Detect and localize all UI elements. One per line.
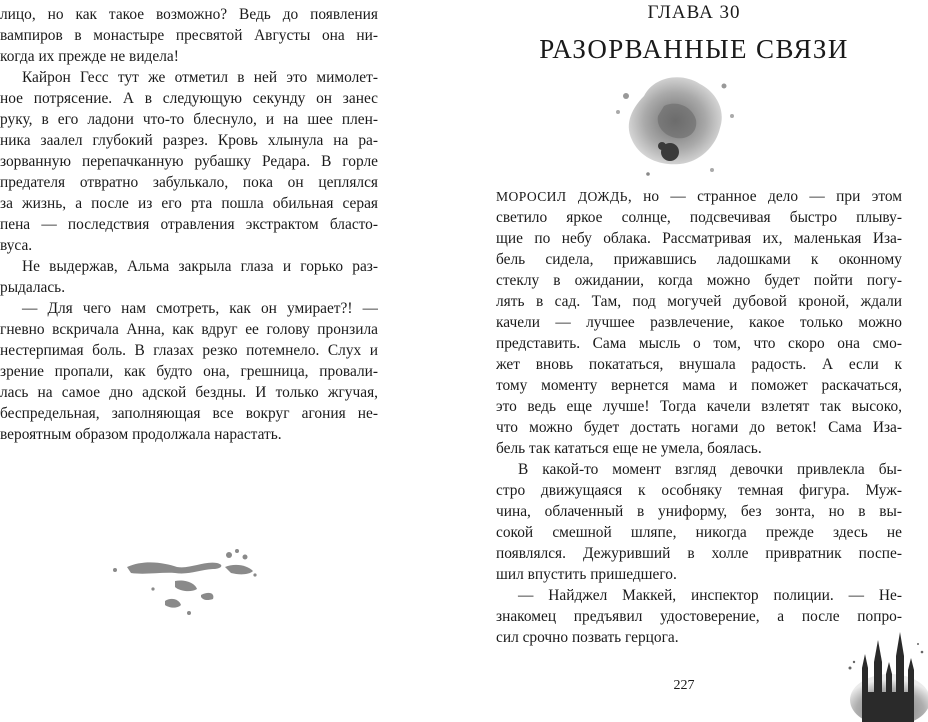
- text-line: бель так кататься еще не умела, боялась.: [496, 440, 762, 457]
- text-line: беспредельная, заполняющая все вокруг агония не-: [0, 405, 378, 422]
- text-line: когда их прежде не видела!: [0, 48, 179, 65]
- text-line: появлялся. Дежуривший в холле привратник поспе-: [496, 545, 902, 562]
- text-line: [496, 186, 902, 207]
- text-line: руку, в его ладони что-то блеснуло, и на шее плен-: [0, 111, 378, 128]
- text-line: Не выдержав, Альма закрыла глаза и горько раз-: [22, 258, 378, 275]
- text-line: шил впустить пришедшего.: [496, 566, 677, 583]
- text-line: светило яркое солнце, подсвечивая быстро плыву-: [496, 209, 902, 226]
- text-line: — Для чего нам смотреть, как он умирает?! —: [22, 300, 378, 317]
- right-page: [464, 0, 928, 722]
- text-line: предателя отвратно забулькало, пока он цеплялся: [0, 174, 378, 191]
- text-line: качели — лучшее развлечение, какое только можно: [496, 314, 902, 331]
- text-line: вуса.: [0, 237, 33, 254]
- ink-blot-illustration: [604, 66, 744, 184]
- first-line-rest: , но — странное дело — при этом: [627, 188, 902, 205]
- text-line: сил срочно позвать герцога.: [496, 629, 679, 646]
- left-page-text: [0, 4, 378, 445]
- text-line: — Найджел Маккей, инспектор полиции. — Не-: [518, 587, 902, 604]
- text-line: гневно вскричала Анна, как вдруг ее голову пронзила: [0, 321, 378, 338]
- text-line: нестерпимая боль. В глазах резко потемнело. Слух и: [0, 342, 378, 359]
- text-line: Кайрон Гесс тут же отметил в ней это мимолет-: [22, 69, 378, 86]
- text-line: зорванную перепачканную рубашку Редара. В горле: [0, 153, 378, 170]
- text-line: рыдалась.: [0, 279, 66, 296]
- text-line: представить. Сама мысль о том, что скоро она смо-: [496, 335, 902, 352]
- text-line: сокой смешной шляпе, никогда прежде здесь не: [496, 524, 902, 541]
- text-line: что можно будет достать ногами до веток! Сама Иза-: [496, 419, 902, 436]
- text-line: стеклу в ожидании, когда можно будет пойти погу-: [496, 272, 902, 289]
- text-line: вероятным образом продолжала нарастать.: [0, 426, 282, 443]
- text-line: это ведь еще лучше! Тогда качели взлетят так высоко,: [496, 398, 902, 415]
- right-page-text: [496, 186, 902, 648]
- text-line: В какой-то момент взгляд девочки привлекла бы-: [518, 461, 902, 478]
- text-line: щие по небу облака. Рассматривая их, маленькая Иза-: [496, 230, 902, 247]
- chapter-title: РАЗОРВАННЫЕ СВЯЗИ: [539, 34, 849, 64]
- text-line: ное потрясение. А в следующую секунду он занес: [0, 90, 378, 107]
- page-number: 227: [673, 678, 695, 693]
- ink-splatter-decoration: [105, 545, 275, 625]
- text-line: зрение пропали, как будто она, грешница, провали-: [0, 363, 378, 380]
- text-line: лицо, но как такое возможно? Ведь до появления: [0, 6, 378, 23]
- text-line: жет вновь покататься, внушала радость. А если к: [496, 356, 902, 373]
- castle-illustration: [844, 622, 928, 722]
- text-line: стро движущаяся к особняку темная фигура. Муж-: [496, 482, 902, 499]
- text-line: бель сидела, прижавшись ладошками к оконному: [496, 251, 902, 268]
- text-line: лась на самое дно адской бездны. И только жгучая,: [0, 384, 378, 401]
- text-line: чина, облаченный в униформу, без зонта, но в вы-: [496, 503, 902, 520]
- text-line: вампиров в монастыре пресвятой Августы она ни-: [0, 27, 378, 44]
- lead-in-smallcaps: МОРОСИЛ ДОЖДЬ: [496, 189, 628, 204]
- text-line: тому моменту вернется мама и поможет раскачаться,: [496, 377, 902, 394]
- text-line: лять в сад. Там, под могучей дубовой кроной, ждали: [496, 293, 902, 310]
- text-line: за жизнь, а после из его рта пошла обильная серая: [0, 195, 378, 212]
- chapter-label: ГЛАВА 30: [647, 2, 741, 23]
- text-line: знакомец предъявил удостоверение, а после попро-: [496, 608, 902, 625]
- text-line: пена — последствия отравления экстрактом бласто-: [0, 216, 378, 233]
- text-line: ника заалел глубокий разрез. Кровь хлынула на ра-: [0, 132, 378, 149]
